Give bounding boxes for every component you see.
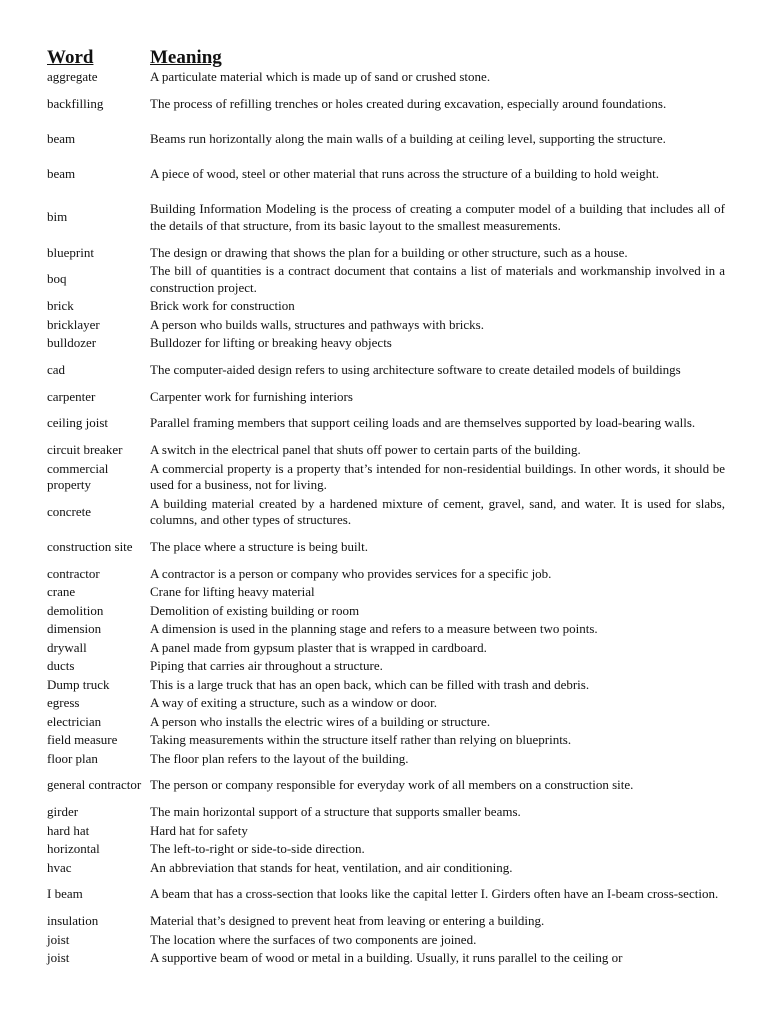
definition-cell: A contractor is a person or company who provides services for a specific job. [150, 565, 552, 581]
term-cell: hvac [47, 859, 72, 875]
term-cell: ceiling joist [47, 415, 109, 431]
definition-cell: The place where a structure is being built. [150, 538, 369, 554]
term-cell: field measure [47, 732, 118, 747]
table-row [45, 912, 725, 931]
term-cell: joist [47, 931, 70, 947]
table-row [45, 460, 725, 495]
term-cell: bulldozer [47, 335, 97, 350]
definition-cell: The computer-aided design refers to using architecture software to create detailed models of buildings [150, 361, 681, 377]
term-cell: Dump truck [47, 676, 110, 692]
definition-cell: The left-to-right or side-to-side direction. [150, 841, 365, 856]
term-cell: floor plan [47, 750, 98, 766]
definition-cell: A dimension is used in the planning stage and refers to a measure between two points. [150, 621, 598, 636]
table-row [45, 602, 725, 621]
term-cell: horizontal [47, 841, 100, 856]
definition-cell: A particulate material which is made up of sand or crushed stone. [150, 69, 491, 84]
word-header: Word [47, 47, 94, 68]
term-cell: backfilling [47, 95, 104, 111]
term-cell: I beam [47, 886, 83, 902]
definition-cell: Taking measurements within the structure itself rather than relying on blueprints. [150, 732, 572, 747]
table-row [45, 713, 725, 732]
definition-cell: The bill of quantities is a contract document that contains a list of materials and workmanship involved in a construction project. [150, 263, 725, 295]
definition-cell: A building material created by a hardened mixture of cement, gravel, sand, and water. It is used for slabs, columns, and other types of structures. [150, 495, 725, 527]
definition-cell: Piping that carries air throughout a structure. [150, 658, 383, 673]
definition-cell: The person or company responsible for everyday work of all members on a construction site. [150, 777, 634, 793]
term-cell: bim [47, 209, 68, 225]
table-row [45, 583, 725, 602]
term-cell: drywall [47, 639, 87, 655]
term-cell: brick [47, 298, 74, 313]
meaning-header: Meaning [150, 47, 222, 68]
term-cell: electrician [47, 713, 102, 729]
term-cell: general contractor [47, 777, 142, 793]
definition-cell: A switch in the electrical panel that shuts off power to certain parts of the building. [150, 442, 581, 457]
table-row [45, 262, 725, 297]
table-row [45, 620, 725, 639]
table-row [45, 297, 725, 316]
term-cell: commercial property [47, 460, 109, 492]
term-cell: concrete [47, 503, 92, 519]
table-row [45, 750, 725, 769]
definition-cell: The main horizontal support of a structure that supports smaller beams. [150, 804, 521, 819]
term-cell: egress [47, 695, 80, 710]
term-cell: contractor [47, 565, 100, 581]
definition-cell: Demolition of existing building or room [150, 602, 360, 618]
table-row [45, 877, 725, 912]
term-cell: boq [47, 271, 67, 287]
definition-cell: A supportive beam of wood or metal in a building. Usually, it runs parallel to the ceiling or [150, 950, 623, 965]
table-row [45, 530, 725, 565]
table-row [45, 441, 725, 460]
definition-cell: Beams run horizontally along the main walls of a building at ceiling level, supporting the structure. [150, 130, 666, 146]
table-row [45, 731, 725, 750]
term-cell: hard hat [47, 822, 90, 838]
table-row [45, 244, 725, 263]
term-cell: blueprint [47, 244, 94, 260]
table-row [45, 353, 725, 388]
term-cell: girder [47, 804, 79, 819]
term-cell: beam [47, 165, 76, 181]
term-cell: aggregate [47, 69, 98, 84]
table-row [45, 822, 725, 841]
header-row [45, 44, 725, 68]
definition-cell: The process of refilling trenches or holes created during excavation, especially around foundations. [150, 95, 667, 111]
table-row [45, 192, 725, 244]
definition-cell: Bulldozer for lifting or breaking heavy objects [150, 335, 392, 350]
definition-cell: A person who installs the electric wires of a building or structure. [150, 713, 491, 729]
table-row [45, 639, 725, 658]
table-row [45, 768, 725, 803]
term-cell: insulation [47, 913, 99, 928]
table-row [45, 334, 725, 353]
definition-cell: An abbreviation that stands for heat, ventilation, and air conditioning. [150, 859, 513, 875]
term-cell: beam [47, 130, 76, 146]
table-row [45, 803, 725, 822]
term-cell: cad [47, 361, 66, 377]
table-row [45, 157, 725, 192]
definition-cell: Parallel framing members that support ceiling loads and are themselves supported by load-bearing walls. [150, 415, 696, 431]
term-cell: carpenter [47, 388, 96, 404]
definition-cell: Hard hat for safety [150, 822, 248, 838]
definition-cell: A commercial property is a property that’s intended for non-residential buildings. In other words, it should be used for a business, not for living. [150, 460, 725, 492]
definition-cell: A person who builds walls, structures and pathways with bricks. [150, 316, 484, 332]
definition-cell: Carpenter work for furnishing interiors [150, 388, 353, 404]
term-cell: construction site [47, 538, 133, 554]
definition-cell: The design or drawing that shows the plan for a building or other structure, such as a house. [150, 244, 628, 260]
term-cell: ducts [47, 658, 75, 673]
definition-cell: A beam that has a cross-section that looks like the capital letter I. Girders often have an I-beam cross-section. [150, 886, 719, 902]
table-row [45, 406, 725, 441]
table-row [45, 840, 725, 859]
term-cell: bricklayer [47, 316, 100, 332]
glossary-table [45, 44, 725, 968]
definition-cell: A piece of wood, steel or other material that runs across the structure of a building to hold weight. [150, 165, 660, 181]
definition-cell: Brick work for construction [150, 298, 295, 313]
definition-cell: A panel made from gypsum plaster that is wrapped in cardboard. [150, 639, 487, 655]
definition-cell: A way of exiting a structure, such as a window or door. [150, 695, 438, 710]
term-cell: crane [47, 584, 76, 599]
definition-cell: The location where the surfaces of two components are joined. [150, 931, 477, 947]
table-row [45, 122, 725, 157]
definition-cell: The floor plan refers to the layout of the building. [150, 750, 409, 766]
term-cell: dimension [47, 621, 102, 636]
term-cell: demolition [47, 602, 104, 618]
table-row [45, 388, 725, 407]
definition-cell: Building Information Modeling is the process of creating a computer model of a building that includes all of the details of that structure, from its basic layout to the smallest measurements. [150, 201, 725, 233]
table-row [45, 495, 725, 530]
table-row [45, 694, 725, 713]
table-row [45, 859, 725, 878]
term-cell: circuit breaker [47, 442, 123, 457]
table-row [45, 316, 725, 335]
table-row [45, 949, 725, 968]
table-row [45, 676, 725, 695]
definition-cell: This is a large truck that has an open back, which can be filled with trash and debris. [150, 676, 590, 692]
term-cell: joist [47, 950, 70, 965]
table-row [45, 565, 725, 584]
definition-cell: Material that’s designed to prevent heat from leaving or entering a building. [150, 913, 545, 928]
definition-cell: Crane for lifting heavy material [150, 584, 315, 599]
table-row [45, 68, 725, 87]
table-row [45, 657, 725, 676]
table-row [45, 87, 725, 122]
table-row [45, 931, 725, 950]
